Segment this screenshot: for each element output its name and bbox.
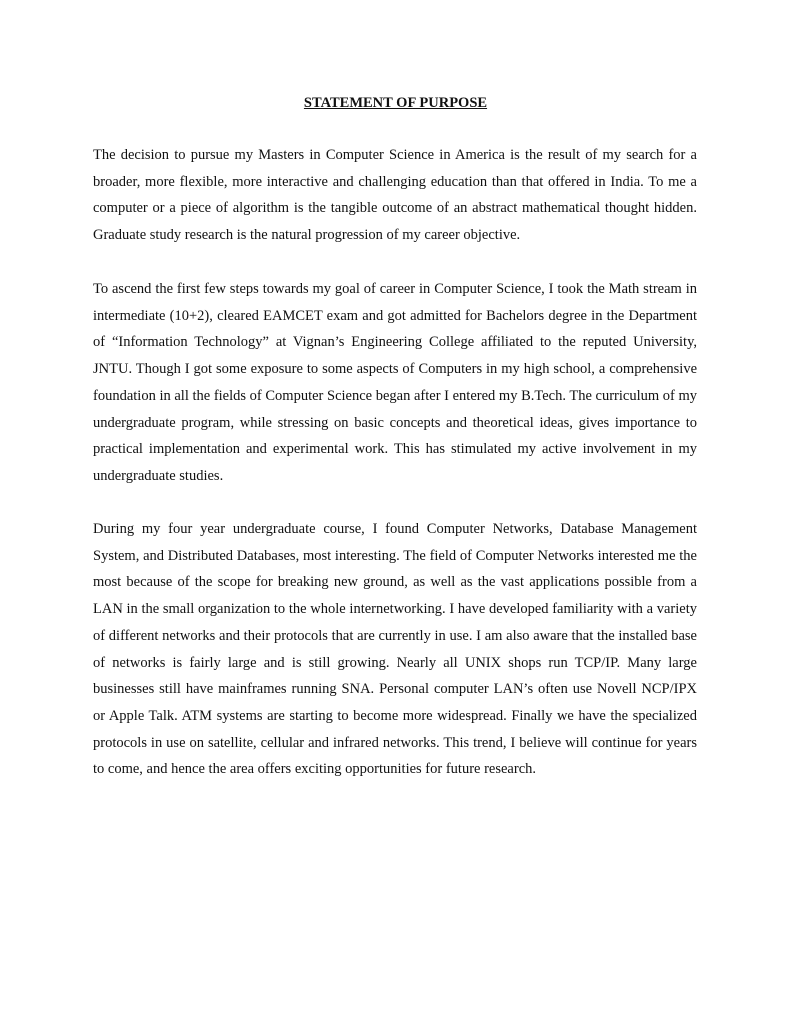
paragraph-interests: During my four year undergraduate course, I found Computer Networks, Database Management System, and Distributed Databases, most interesting. The field of Computer Networks interested me the most because of the scope for breaking new ground, as well as the vast applications possible from a LAN in the small organization to the whole internetworking. I have developed familiarity with a variety of different networks and their protocols that are currently in use. I am also aware that the installed base of networks is fairly large and is still growing. Nearly all UNIX shops run TCP/IP. Many large businesses still have mainframes running SNA. Personal computer LAN’s often use Novell NCP/IPX or Apple Talk. ATM systems are starting to become more widespread. Finally we have the specialized protocols in use on satellite, cellular and infrared networks. This trend, I believe will continue for years to come, and hence the area offers exciting opportunities for future research. — [93, 521, 697, 778]
paragraph-motivation: The decision to pursue my Masters in Computer Science in America is the result of my search for a broader, more flexible, more interactive and challenging education than that offered in India. To me a computer or a piece of algorithm is the tangible outcome of an abstract mathematical thought hidden. Graduate study research is the natural progression of my career objective. — [93, 147, 697, 244]
page-title: STATEMENT OF PURPOSE — [303, 95, 488, 111]
paragraph-background: To ascend the first few steps towards my goal of career in Computer Science, I took the Math stream in intermediate (10+2), cleared EAMCET exam and got admitted for Bachelors degree in the Department of “Information Technology” at Vignan’s Engineering College affiliated to the reputed University, JNTU. Though I got some exposure to some aspects of Computers in my high school, a comprehensive foundation in all the fields of Computer Science began after I entered my B.Tech. The curriculum of my undergraduate program, while stressing on basic concepts and theoretical ideas, gives importance to practical implementation and experimental work. This has stimulated my active involvement in my undergraduate studies. — [93, 281, 697, 484]
